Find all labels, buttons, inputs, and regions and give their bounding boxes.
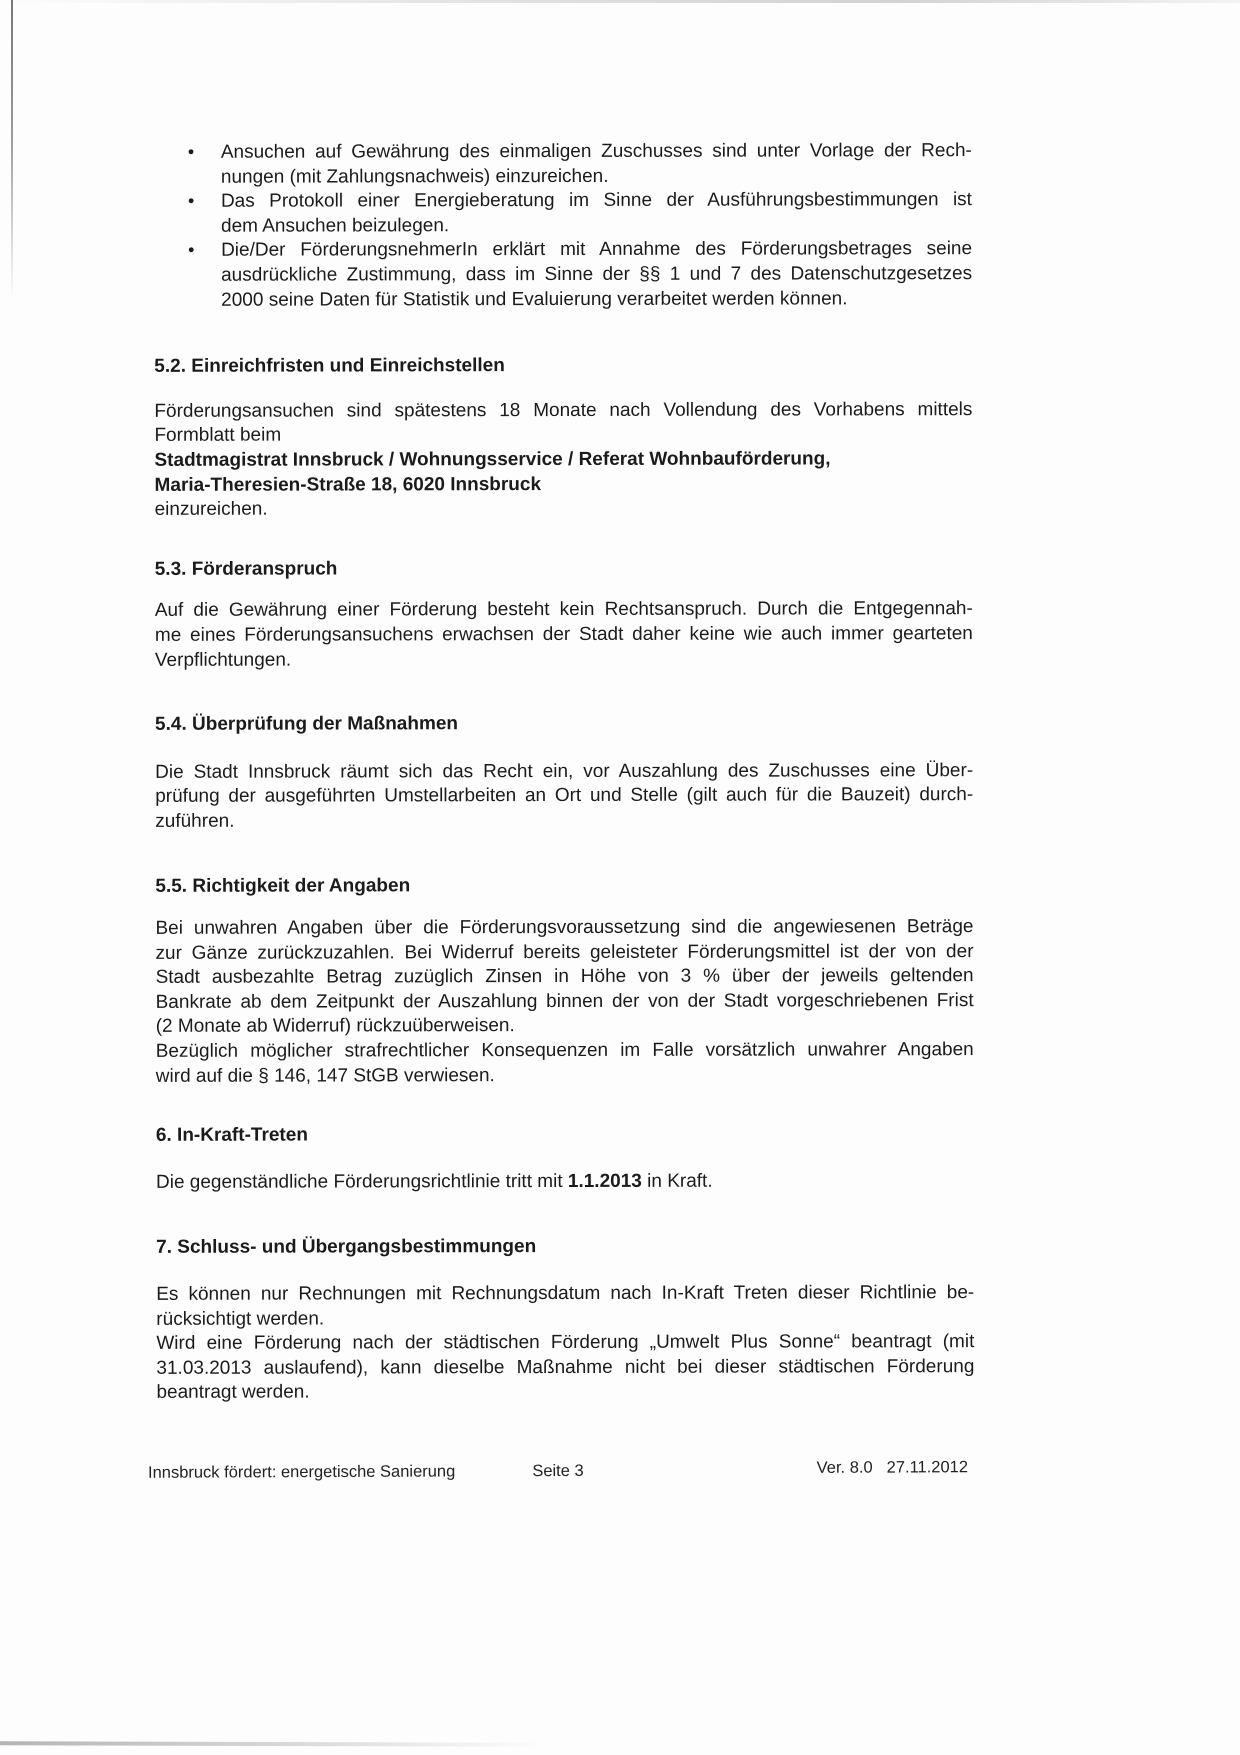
footer-version: Ver. 8.0 [816,1458,873,1477]
section-heading-5-5: 5.5. Richtigkeit der Angaben [155,875,411,898]
text-line: Die Stadt Innsbruck räumt sich das Recht ein, vor Auszahlung des Zuschusses eine Über- [155,759,974,783]
list-item [154,188,972,239]
footer-version-info [817,1458,968,1478]
text-line: Ansuchen auf Gewährung des einmaligen Zuschusses sind unter Vorlage der Rech- [220,140,972,163]
text-line: 2000 seine Daten für Statistik und Evaluierung verarbeitet werden können. [221,287,848,311]
bullet-icon: • [187,141,195,162]
text-run: Die gegenständliche Förderungsrichtlinie tritt mit [155,1170,568,1193]
text-line: dem Ansuchen beizulegen. [220,215,450,237]
bullet-text [221,188,972,239]
list-item [154,238,972,313]
text-line: wird auf die § 146, 147 StGB verwiesen. [155,1064,495,1087]
footer-document-title: Innsbruck fördert: energetische Sanierung [147,1462,456,1482]
text-line: Die/Der FörderungsnehmerIn erklärt mit Annahme des Förderungsbetrages seine [221,238,973,262]
paragraph-5-4 [155,759,973,834]
paragraph-7-b [156,1330,974,1405]
bullet-text [221,238,972,313]
text-line: Das Protokoll einer Energieberatung im Sinne der Ausführungsbestimmungen ist [220,189,972,212]
footer-date: 27.11.2012 [886,1458,969,1477]
page-footer [148,1460,968,1488]
effective-date: 1.1.2013 [567,1170,642,1192]
text-line: me eines Förderungsansuchens erwachsen der Stadt daher keine wie auch immer gearteten [154,623,973,646]
text-line: Es können nur Rechnungen mit Rechnungsdatum nach In-Kraft Treten dieser Richtlinie be- [156,1282,975,1305]
paragraph-5-5-b [156,1038,974,1089]
text-line: beantragt werden. [156,1381,310,1404]
paragraph-5-5-a [155,915,973,1040]
paragraph-5-3 [155,597,973,672]
text-line: 31.03.2013 auslaufend), kann dieselbe Maßnahme nicht bei dieser städtischen Förderung [156,1355,975,1379]
text-line: Bei unwahren Angaben über die Förderungsvoraussetzung sind die angewiesenen Beträge [155,916,974,939]
paragraph-6 [156,1169,974,1195]
bullet-text [221,139,972,190]
text-line: Auf die Gewährung einer Förderung besteht kein Rechtsanspruch. Durch die Entgegennah- [154,598,973,622]
text-line: (2 Monate ab Widerruf) rückzuüberweisen. [155,1015,515,1038]
text-line: einzureichen. [154,498,268,520]
bullet-icon: • [188,240,195,261]
text-line: prüfung der ausgeführten Umstellarbeiten an Ort und Stelle (gilt auch für die Bauzeit) durch- [155,784,974,808]
text-run: in Kraft. [641,1170,713,1192]
text-line: zur Gänze zurückzuzahlen. Bei Widerruf bereits geleisteter Förderungsmittel ist der von der [155,940,974,964]
section-heading-7: 7. Schluss- und Übergangsbestimmungen [156,1236,537,1259]
list-item [154,139,972,190]
footer-page-number: Seite 3 [532,1461,584,1481]
text-line: Wird eine Förderung nach der städtischen Förderung „Umwelt Plus Sonne“ beantragt (mit [156,1331,975,1355]
scan-left-edge-line [11,0,13,300]
bullet-list [154,139,972,313]
document-body [154,0,975,1406]
paragraph-7-a [156,1281,974,1332]
text-line: Bezüglich möglicher strafrechtlicher Konsequenzen im Falle vorsätzlich unwahrer Angaben [155,1039,974,1062]
scan-bottom-edge-shadow [0,1741,545,1746]
text-line: Verpflichtungen. [154,649,292,671]
section-heading-5-4: 5.4. Überprüfung der Maßnahmen [155,713,459,735]
text-line: Stadt ausbezahlte Betrag zuzüglich Zinsen in Höhe von 3 % über der jeweils geltenden [155,965,974,989]
section-heading-6: 6. In-Kraft-Treten [155,1124,308,1147]
text-line: Bankrate ab dem Zeitpunkt der Auszahlung binnen der von der Stadt vorgeschriebenen Frist [155,989,974,1013]
text-line: rücksichtigt werden. [156,1308,325,1330]
bullet-icon: • [187,190,195,211]
section-heading-5-2: 5.2. Einreichfristen und Einreichstellen [154,355,505,378]
text-line: ausdrückliche Zustimmung, dass im Sinne der §§ 1 und 7 des Datenschutzgesetzes [221,263,973,286]
text-line: Formblatt beim [154,424,282,447]
text-line: Maria-Theresien-Straße 18, 6020 Innsbruck [154,473,542,496]
text-line: Förderungsansuchen sind spätestens 18 Monate nach Vollendung des Vorhabens mittels [154,398,973,422]
text-line: nungen (mit Zahlungsnachweis) einzureichen. [220,165,609,188]
text-line: Stadtmagistrat Innsbruck / Wohnungsservice / Referat Wohnbauförderung, [154,448,831,471]
text-line: zuführen. [155,810,235,832]
paragraph-5-2 [154,398,972,523]
section-heading-5-3: 5.3. Förderanspruch [154,558,338,580]
